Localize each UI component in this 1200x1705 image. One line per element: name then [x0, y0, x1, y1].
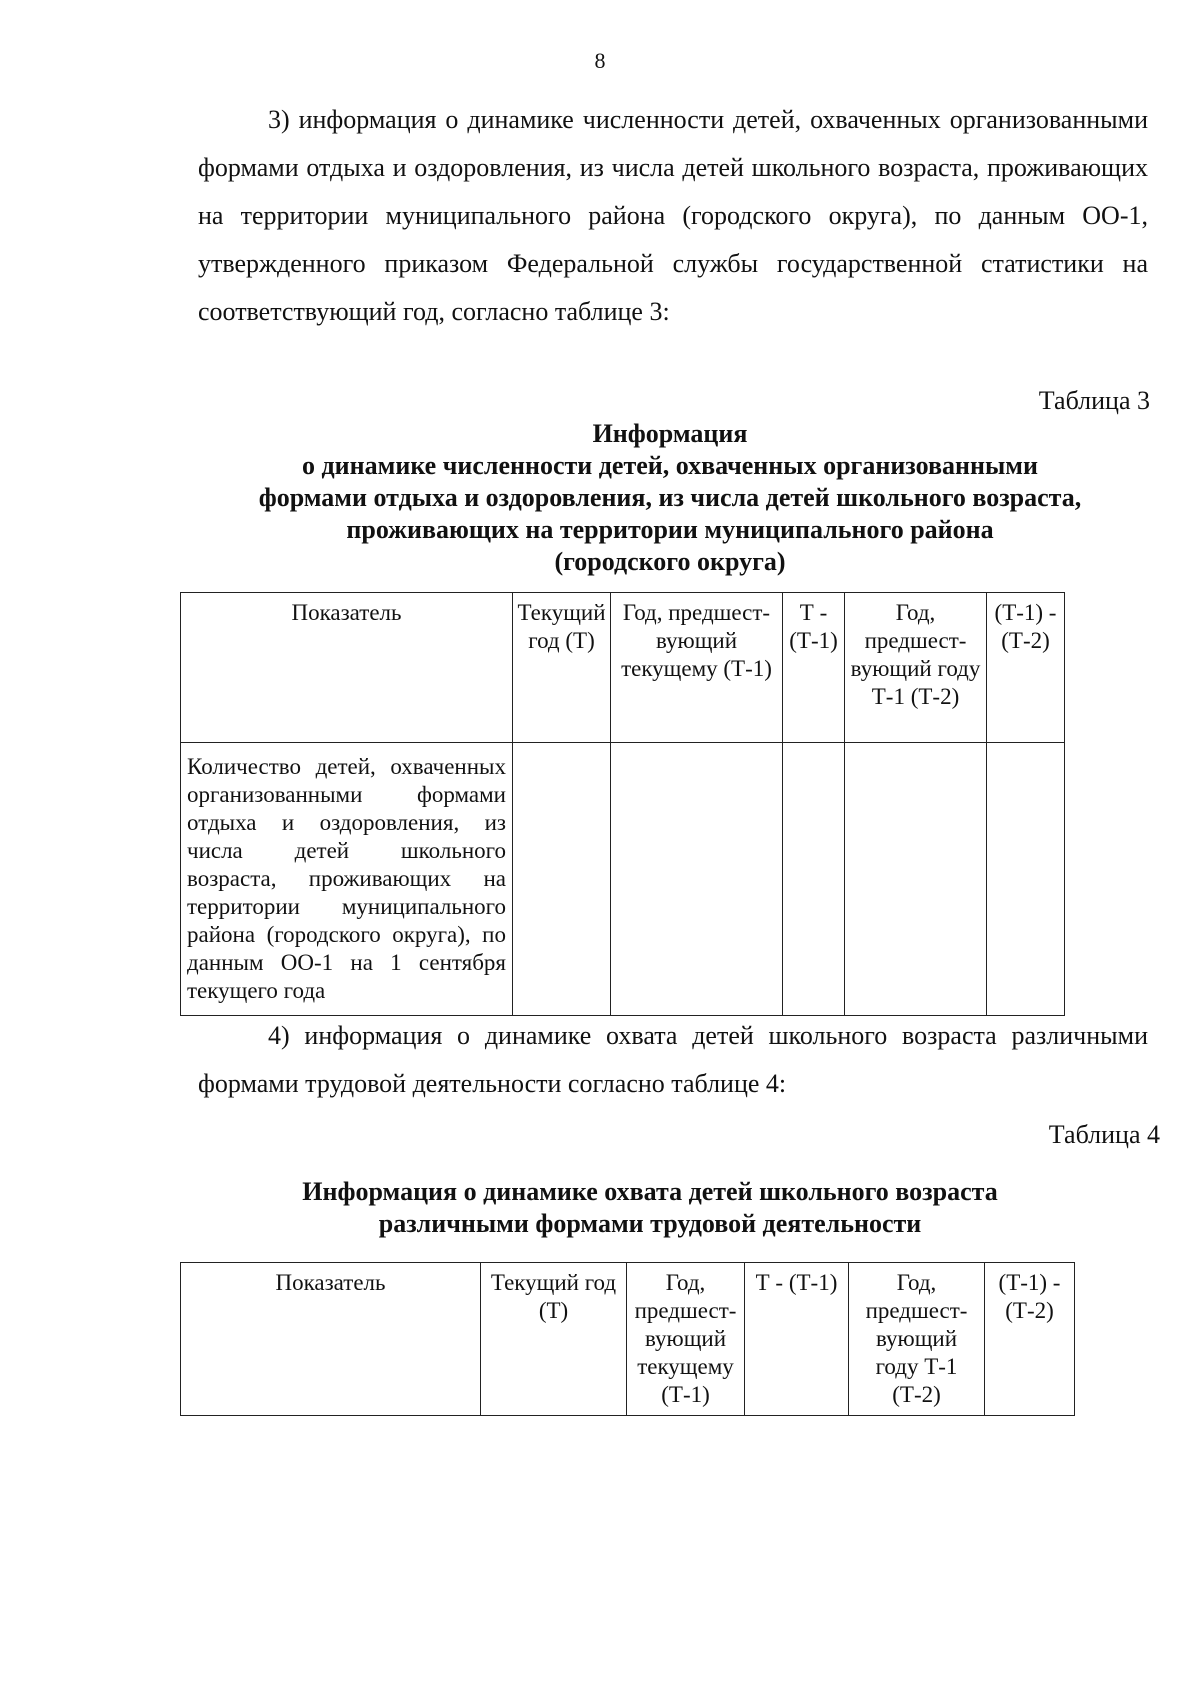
- page-number: 8: [594, 48, 606, 73]
- table-3-header-cell: Текущий год (Т): [513, 593, 611, 743]
- paragraph-3: [198, 96, 1148, 336]
- table-3-header-cell: (Т-1) - (Т-2): [987, 593, 1065, 743]
- table-4-title: [150, 1176, 1150, 1240]
- table-4-header-row: [181, 1263, 1075, 1416]
- table-3-label: Таблица 3: [1038, 386, 1150, 415]
- table-3-title-line: (городского округа): [554, 547, 786, 576]
- table-3-header-cell: Показатель: [181, 593, 513, 743]
- table-4-header-cell: Год, предшест-вующий текущему (Т-1): [627, 1263, 745, 1416]
- table-3-title-line: проживающих на территории муниципального района: [346, 515, 994, 544]
- table-3-title-line: о динамике численности детей, охваченных организованными: [302, 451, 1038, 480]
- table-4-header-cell: Текущий год (Т): [481, 1263, 627, 1416]
- table-3-data-row: [181, 743, 1065, 1016]
- table-3-header-row: [181, 593, 1065, 743]
- table-3-header-cell: Т - (Т-1): [783, 593, 845, 743]
- table-3-header-cell: Год, предшест-вующий текущему (Т-1): [611, 593, 783, 743]
- table-3-empty-cell: [783, 743, 845, 1016]
- table-3-indicator-cell: Количество детей, охваченных организованными формами отдыха и оздоровления, из числа детей школьного возраста, проживающих на территории муниципального района (городского округа), по данным ОО-1 на 1 сентября текущего года: [181, 743, 513, 1016]
- table-4: [180, 1262, 1075, 1416]
- table-3-empty-cell: [611, 743, 783, 1016]
- table-4-header-cell: Т - (Т-1): [745, 1263, 849, 1416]
- table-4-header-cell: Год, предшест-вующий году Т-1 (Т-2): [849, 1263, 985, 1416]
- paragraph-4-text: 4) информация о динамике охвата детей школьного возраста различными формами трудовой деятельности согласно таблице 4:: [198, 1021, 1148, 1098]
- table-3-title-line: формами отдыха и оздоровления, из числа детей школьного возраста,: [258, 483, 1082, 512]
- table-4-title-line: Информация о динамике охвата детей школьного возраста: [302, 1177, 998, 1206]
- table-4-title-line: различными формами трудовой деятельности: [378, 1209, 922, 1238]
- table-3-title: [170, 418, 1170, 578]
- table-3-empty-cell: [987, 743, 1065, 1016]
- paragraph-4: [198, 1012, 1148, 1108]
- table-4-label: Таблица 4: [1048, 1120, 1160, 1149]
- table-3: [180, 592, 1065, 1016]
- paragraph-3-text: 3) информация о динамике численности детей, охваченных организованными формами отдыха и оздоровления, из числа детей школьного возраста, проживающих на территории муниципального района (городского округа), по данным ОО-1, утвержденного приказом Федеральной службы государственной статистики на соответствующий год, согласно таблице 3:: [198, 105, 1148, 326]
- table-3-header-cell: Год, предшест-вующий году Т-1 (Т-2): [845, 593, 987, 743]
- table-3-empty-cell: [845, 743, 987, 1016]
- table-4-header-cell: (Т-1) - (Т-2): [985, 1263, 1075, 1416]
- table-3-empty-cell: [513, 743, 611, 1016]
- table-3-title-line: Информация: [592, 419, 748, 448]
- table-4-header-cell: Показатель: [181, 1263, 481, 1416]
